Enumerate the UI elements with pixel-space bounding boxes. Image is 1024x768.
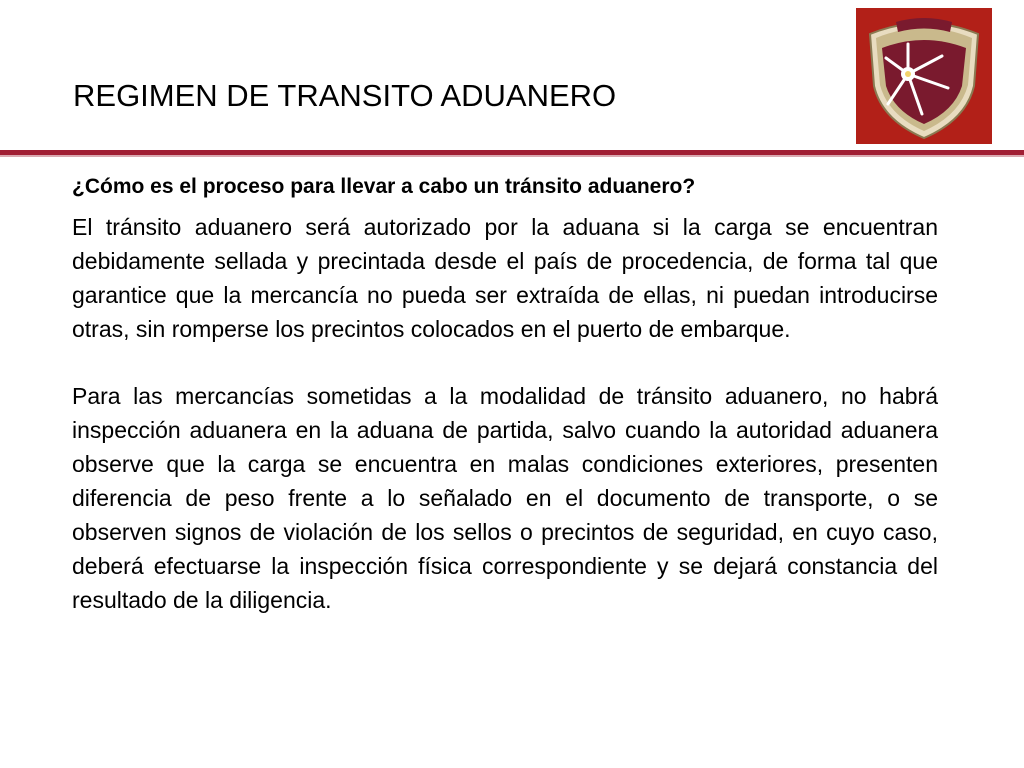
slide-body	[72, 170, 938, 617]
cuc-shield-icon	[856, 8, 992, 144]
paragraph-1: El tránsito aduanero será autorizado por la aduana si la carga se encuentran debidamente sellada y precintada desde el país de procedencia, de forma tal que garantice que la mercancía no pueda ser extraída de ellas, ni puedan introducirse otras, sin romperse los precintos colocados en el puerto de embarque.	[72, 214, 938, 342]
paragraph-2: Para las mercancías sometidas a la modalidad de tránsito aduanero, no habrá inspección aduanera en la aduana de partida, salvo cuando la autoridad aduanera observe que la carga se encuentra en malas condiciones exteriores, presenten diferencia de peso frente a lo señalado en el documento de transporte, o se observen signos de violación de los sellos o precintos de seguridad, en cuyo caso, deberá efectuarse la inspección física correspondiente y se dejará constancia del resultado de la diligencia.	[72, 383, 938, 613]
cuc-logo	[856, 8, 992, 144]
title-divider-shadow	[0, 155, 1024, 157]
question-heading: ¿Cómo es el proceso para llevar a cabo un tránsito aduanero?	[72, 175, 696, 198]
slide-title: REGIMEN DE TRANSITO ADUANERO	[73, 78, 617, 113]
